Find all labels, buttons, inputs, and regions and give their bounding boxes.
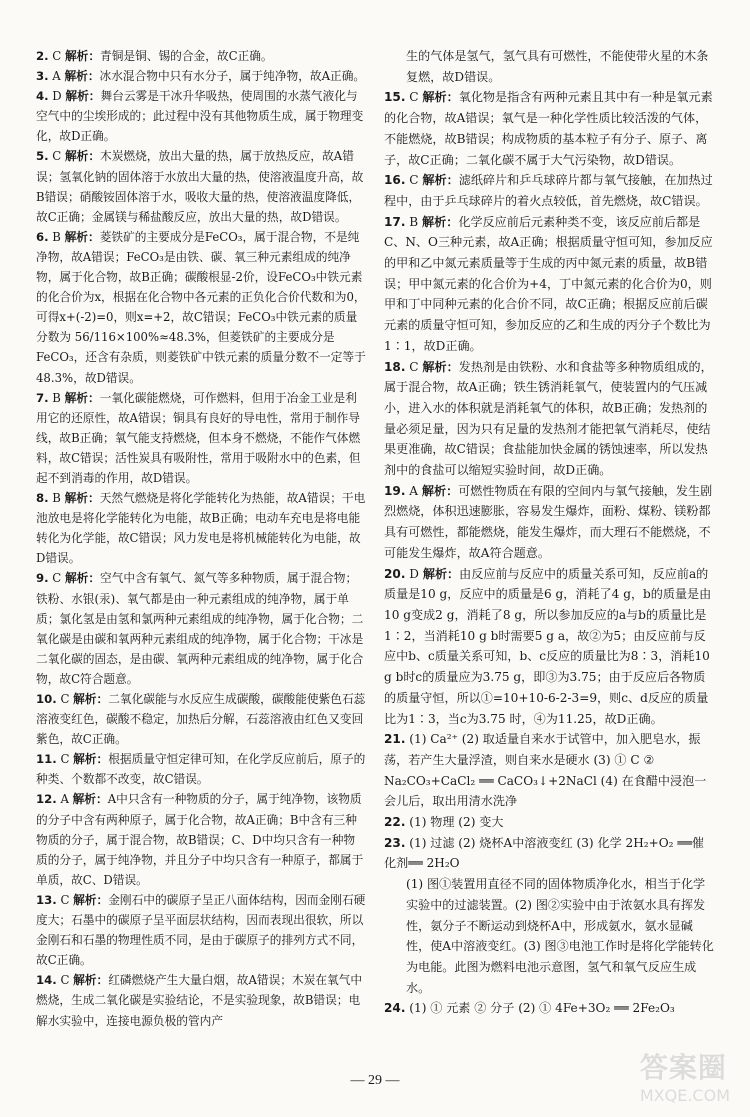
answer-choice: A <box>52 69 61 84</box>
answer-item <box>36 689 366 749</box>
answer-item <box>384 481 714 564</box>
answer-number: 2. <box>36 49 49 63</box>
answer-choice: C <box>409 173 419 188</box>
analysis-keyword: 解析： <box>65 89 101 104</box>
answer-choice: A <box>409 483 419 498</box>
answer-number: 3. <box>36 69 49 84</box>
answer-choice: D <box>409 566 419 581</box>
answer-number: 20. <box>384 566 406 581</box>
answer-choice: B <box>52 229 61 244</box>
watermark-url: MXQE.COM <box>639 1086 730 1105</box>
answer-number: 14. <box>36 973 57 988</box>
answer-choice: C <box>60 892 70 907</box>
answer-item <box>384 729 714 812</box>
analysis-keyword: 解析： <box>422 359 459 374</box>
answer-item <box>36 227 366 388</box>
answer-item <box>384 170 714 211</box>
answer-choice: B <box>52 491 61 506</box>
answer-explanation: 解析：滤纸碎片和乒乓球碎片都与氧气接触，在加热过程中，由于乒乓球碎片的着火点较低，首先燃烧，故C错误。 <box>384 173 713 208</box>
answer-choice: C <box>60 692 70 706</box>
answer-explanation: (1) 图①装置用直径不同的固体物质净化水，相当于化学实验中的过滤装置。(2) 图②实验中由于浓氨水具有挥发性，氨分子不断运动到烧杯A中，形成氨水，氨水显碱性，使A中溶液变红。(3) 图③电池工作时是将化学能转化为电能。此图为燃料电池示意图，氢气和氧气反应生成水。 <box>406 877 714 995</box>
analysis-keyword: 解析： <box>72 792 108 807</box>
answer-choice: C <box>52 49 62 63</box>
answer-choice: C <box>60 973 70 988</box>
answer-explanation: 解析：天然气燃烧是将化学能转化为热能，故A错误；干电池放电是将化学能转化为电能，故B正确；电动车充电是将电能转化为化学能，故C错误；风力发电是将机械能转化为电能，故D错误。 <box>36 491 366 566</box>
analysis-keyword: 解析： <box>422 214 459 229</box>
answer-explanation: 解析：空气中含有氧气、氮气等多种物质，属于混合物；铁粉、水银(汞)、氧气都是由一种元素组成的纯净物，属于单质；氯化氢是由氢和氯两种元素组成的纯净物，属于化合物；二氧化碳是由碳和氧两种元素组成的纯净物，属于化合物；干冰是二氧化碳的固态，是由碳、氧两种元素组成的纯净物，属于化合物，故C符合题意。 <box>36 571 364 686</box>
answer-item <box>36 146 366 226</box>
analysis-keyword: 解析： <box>64 491 100 506</box>
answer-choice: B <box>52 390 61 405</box>
answer-explanation: 解析：化学反应前后元素种类不变，该反应前后都是C、N、O三种元素，故A正确；根据质量守恒可知，参加反应的甲和乙中氮元素质量等于生成的丙中氮元素的质量，故B错误；甲中氮元素的化合价为+4，丁中氮元素的化合价为0，则甲和丁中同种元素的化合价不同，故C正确；根据反应前后碳元素的质量守恒可知，参加反应的乙和生成的丙分子个数比为1∶1，故D正确。 <box>384 214 713 353</box>
answer-explanation: 解析：由反应前与反应中的质量关系可知，反应前a的质量是10 g，反应中的质量是6 g，消耗了4 g，b的质量是由10 g变成2 g，消耗了8 g，所以参加反应的a与b的质量比是1∶2，当消耗10 g b时需要5 g a，故②为5；由反应前与反应中b、c质量关系可知，b、c反应的质量比为8∶3，消耗10 g b时c的质量应为3.75 g，即③为3.75；由于反应后各物质的质量守恒，所以①=10+10-6-2-3=9，则c、d反应的质量比为1∶3，当c为3.75 时，④为11.25，故D正确。 <box>384 566 712 726</box>
answer-explanation: 解析：二氧化碳能与水反应生成碳酸，碳酸能使紫色石蕊溶液变红色，碳酸不稳定，加热后分解，石蕊溶液由红色又变回紫色，故C正确。 <box>36 692 366 747</box>
answer-item <box>384 998 714 1019</box>
analysis-keyword: 解析： <box>64 571 101 586</box>
right-column <box>384 46 714 1019</box>
answer-item <box>36 488 366 568</box>
answer-explanation: 解析：根据质量守恒定律可知，在化学反应前后，原子的种类、个数都不改变，故C错误。 <box>36 752 366 787</box>
answer-number: 13. <box>36 892 57 907</box>
answer-number: 6. <box>36 229 49 244</box>
left-column <box>36 46 366 1031</box>
answer-explanation: 解析：A中只含有一种物质的分子，属于纯净物，该物质的分子中含有两种原子，属于化合物，故A正确；B中含有三种物质的分子，属于混合物，故B错误；C、D中均只含有一种物质的分子，属于纯净物，并且分子中均只含有一种原子，都属于单质，故C、D错误。 <box>36 792 364 887</box>
analysis-keyword: 解析： <box>73 752 109 767</box>
answer-choice: C <box>409 90 419 105</box>
analysis-keyword: 解析： <box>64 390 100 405</box>
answer-number: 24. <box>384 1001 406 1016</box>
answer-explanation: (1) 物理 (2) 变大 <box>409 815 504 830</box>
answer-explanation: 解析：红磷燃烧产生大量白烟，故A错误；木炭在氧气中燃烧，生成二氧化碳是实验结论，不是实验现象，故B错误；电解水实验中，连接电源负极的管内产 <box>36 973 363 1028</box>
answer-item <box>384 812 714 833</box>
answer-choice: A <box>60 792 69 807</box>
answer-number: 12. <box>36 792 57 807</box>
watermark-text: 答案圈 <box>639 1051 727 1084</box>
answer-explanation: 解析：木炭燃烧，放出大量的热，属于放热反应，故A错误；氢氧化钠的固体溶于水放出大量的热，使溶液温度升高，故B错误；硝酸铵固体溶于水，吸收大量的热，使溶液温度降低，故C正确；金属镁与稀盐酸反应，放出大量的热，故D错误。 <box>36 149 364 224</box>
answer-explanation: 解析：冰水混合物中只有水分子，属于纯净物，故A正确。 <box>64 69 366 84</box>
answer-explanation: (1) ① 元素 ② 分子 (2) ① 4Fe+3O₂ ══ 2Fe₂O₃ <box>409 1001 675 1016</box>
answer-item <box>36 86 366 146</box>
answer-number: 19. <box>384 483 406 498</box>
answer-choice: C <box>60 752 70 767</box>
answer-number: 23. <box>384 835 406 850</box>
answer-choice: D <box>52 89 62 104</box>
answer-number: 15. <box>384 90 406 105</box>
answer-item <box>36 789 366 889</box>
answer-item <box>384 212 714 357</box>
answer-number: 9. <box>36 571 49 586</box>
answer-choice: C <box>52 149 62 164</box>
answer-item <box>36 66 366 86</box>
answer-number: 4. <box>36 89 49 104</box>
answer-number: 8. <box>36 491 49 506</box>
answer-item <box>384 564 714 730</box>
answer-item <box>384 87 714 170</box>
answer-number: 16. <box>384 173 406 188</box>
answer-explanation: 解析：青铜是铜、锡的合金，故C正确。 <box>64 49 273 63</box>
answer-item <box>36 46 366 66</box>
answer-number: 5. <box>36 149 49 164</box>
answer-number: 21. <box>384 732 406 747</box>
analysis-keyword: 解析： <box>64 69 100 84</box>
analysis-keyword: 解析： <box>422 90 459 105</box>
answer-item <box>384 833 714 874</box>
answer-item <box>36 749 366 789</box>
answer-item <box>36 890 366 970</box>
answer-explanation: 解析：舞台云雾是干冰升华吸热，使周围的水蒸气液化与空气中的尘埃形成的；此过程中没有其他物质生成，属于物理变化，故D正确。 <box>36 89 364 144</box>
analysis-keyword: 解析： <box>422 566 460 581</box>
answer-explanation: 解析：金刚石中的碳原子呈正八面体结构，因而金刚石硬度大；石墨中的碳原子呈平面层状结构，因而表现出很软，所以金刚石和石墨的物理性质不同，是由于碳原子的排列方式不同，故C正确。 <box>36 892 366 968</box>
analysis-keyword: 解析： <box>73 692 109 706</box>
watermark-logo <box>640 1046 730 1105</box>
analysis-keyword: 解析： <box>64 149 101 164</box>
analysis-keyword: 解析： <box>421 483 459 498</box>
analysis-keyword: 解析： <box>73 973 109 988</box>
answer-number: 18. <box>384 359 406 374</box>
analysis-keyword: 解析： <box>73 892 109 907</box>
answer-item <box>36 388 366 488</box>
answer-number: 7. <box>36 390 49 405</box>
answer-explanation: (1) Ca²⁺ (2) 取适量自来水于试管中，加入肥皂水，振荡，若产生大量浮渣，则自来水是硬水 (3) ① C ② Na₂CO₃+CaCl₂ ══ CaCO₃↓+2NaCl (4) 在食醋中浸泡一会儿后，取出用清水洗净 <box>384 732 707 809</box>
answer-number: 11. <box>36 752 57 767</box>
answer-choice: B <box>409 214 419 229</box>
continued-answer-text: 生的气体是氢气，氢气具有可燃性，不能使带火星的木条复燃，故D错误。 <box>406 49 709 84</box>
analysis-keyword: 解析： <box>422 173 459 188</box>
answer-number: 10. <box>36 692 57 706</box>
answer-item <box>36 568 366 689</box>
analysis-keyword: 解析： <box>64 229 100 244</box>
answer-explanation: 解析：菱铁矿的主要成分是FeCO₃，属于混合物，不是纯净物，故A错误；FeCO₃是由铁、碳、氧三种元素组成的纯净物，属于化合物，故B正确；碳酸根显-2价，设FeCO₃中铁元素的化合价为x，根据在化合物中各元素的正负化合价代数和为0，可得x+(-2)=0，则x=+2，故C错误；FeCO₃中铁元素的质量分数为 56/116×100%≈48.3%，但菱铁矿的主要成分是FeCO₃，还含有杂质，则菱铁矿中铁元素的质量分数不一定等于48.3%，故D错误。 <box>36 229 366 385</box>
answer-explanation: 解析：一氧化碳能燃烧，可作燃料，但用于冶金工业是利用它的还原性，故A错误；铜具有良好的导电性，常用于制作导线，故B正确；氧气能支持燃烧，但本身不燃烧，不能作气体燃料，故C错误；活性炭具有吸附性，常用于吸附水中的色素，但起不到消毒的作用，故D错误。 <box>36 390 361 485</box>
answer-item <box>384 874 714 998</box>
answer-explanation: 解析：氧化物是指含有两种元素且其中有一种是氧元素的化合物，故A错误；氧气是一种化学性质比较活泼的气体，不能燃烧，故B错误；构成物质的基本粒子有分子、原子、离子，故C正确；二氧化碳不属于大气污染物，故D错误。 <box>384 90 713 167</box>
answer-choice: C <box>409 359 419 374</box>
answer-item <box>36 970 366 1030</box>
analysis-keyword: 解析： <box>64 49 101 63</box>
answer-number: 17. <box>384 214 406 229</box>
answer-explanation: 解析：发热剂是由铁粉、水和食盐等多种物质组成的，属于混合物，故A正确；铁生锈消耗氧气，使装置内的气压减小，进入水的体积就是消耗氧气的体积，故B正确；发热剂的量必须足量，因为只有足量的发热剂才能把氧气消耗尽，使结果更准确，故C错误；食盐能加快金属的锈蚀速率，所以发热剂中的食盐可以缩短实验时间，故D正确。 <box>384 359 713 478</box>
answer-number: 22. <box>384 815 406 830</box>
answer-item <box>384 357 714 481</box>
answer-choice: C <box>52 571 62 586</box>
page-number: — 29 — <box>350 1073 400 1088</box>
answer-explanation: (1) 过滤 (2) 烧杯A中溶液变红 (3) 化学 2H₂+O₂ ══催化剂══ 2H₂O <box>384 835 705 871</box>
answer-explanation: 解析：可燃性物质在有限的空间内与氧气接触，发生剧烈燃烧，体积迅速膨胀，容易发生爆炸，面粉、煤粉、镁粉都具有可燃性，都能燃烧，能发生爆炸，而大理石不能燃烧，不可能发生爆炸，故A符合题意。 <box>384 483 713 560</box>
